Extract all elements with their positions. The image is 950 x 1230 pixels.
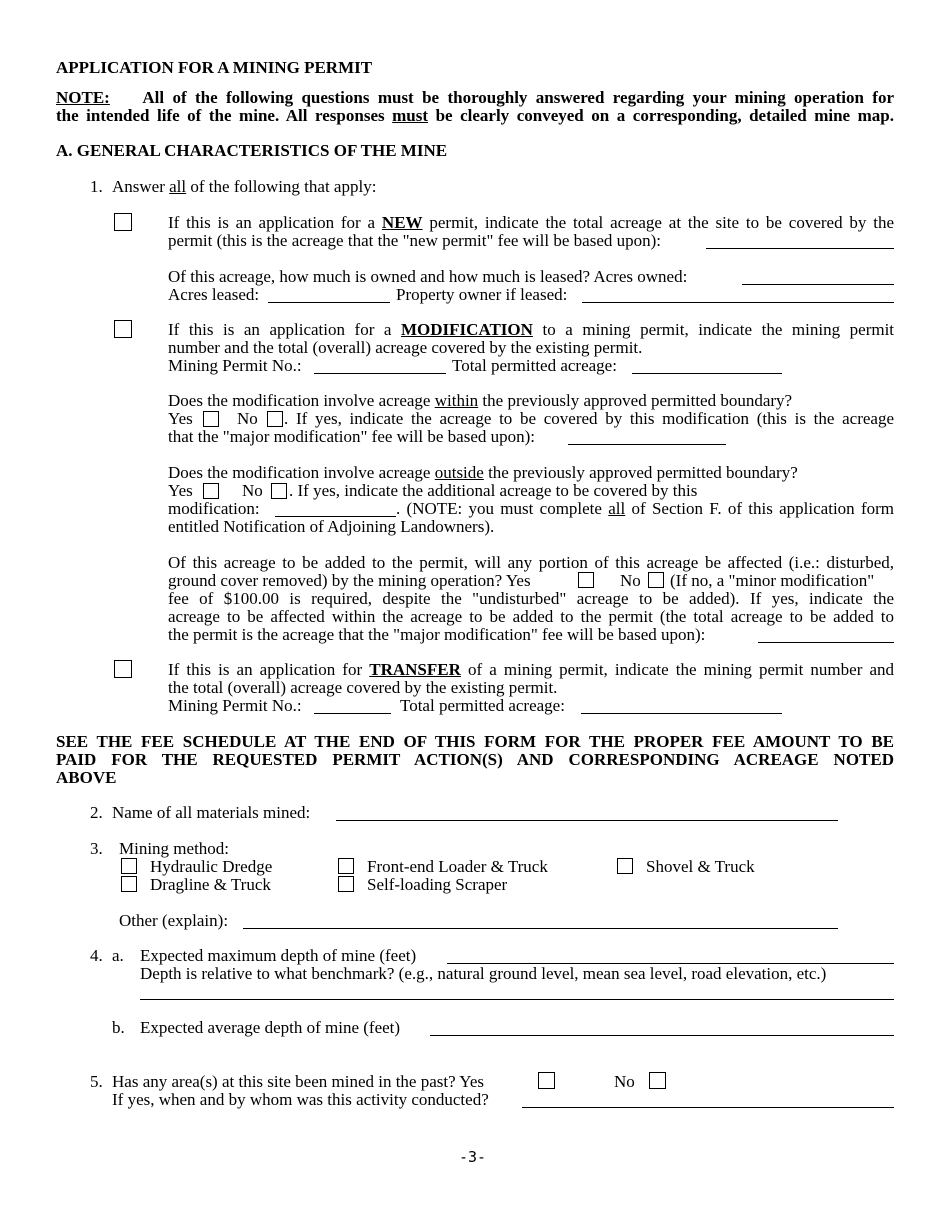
- fee-notice-line-2: PAID FOR THE REQUESTED PERMIT ACTION(S) AND CORRESPONDING ACREAGE NOTED: [56, 750, 894, 769]
- transfer-total-acreage-label: Total permitted acreage:: [400, 696, 565, 715]
- affected-line-1: Of this acreage to be added to the permit, will any portion of this acreage be affected (i.e.: disturbed,: [168, 553, 894, 572]
- property-owner-field[interactable]: [582, 302, 894, 303]
- q1-text-a: Answer: [112, 177, 165, 196]
- affected-acreage-field[interactable]: [758, 642, 894, 643]
- note-text-2b: be clearly conveyed on a corresponding, detailed mine map.: [435, 106, 894, 125]
- outside-text-a: Does the modification involve acreage: [168, 463, 431, 482]
- front-end-loader-label: Front-end Loader & Truck: [367, 857, 548, 876]
- mod-permit-no-label: Mining Permit No.:: [168, 356, 302, 375]
- new-line-3: Of this acreage, how much is owned and how much is leased? Acres owned:: [168, 267, 688, 286]
- mod-line-2: number and the total (overall) acreage covered by the existing permit.: [168, 338, 643, 357]
- outside-line-4: entitled Notification of Adjoining Landowners).: [168, 517, 495, 536]
- modification-checkbox[interactable]: [114, 320, 132, 338]
- within-no-label: No: [237, 409, 258, 428]
- new-acreage-field[interactable]: [706, 248, 894, 249]
- outside-no-label: No: [242, 481, 263, 500]
- q2-number: 2.: [90, 803, 103, 822]
- new-text-1a: If this is an application for a: [168, 213, 376, 232]
- affected-line-5: the permit is the acreage that the "major modification" fee will be based upon):: [168, 625, 706, 644]
- within-line-2: . If yes, indicate the acreage to be covered by this modification (this is the acreage: [284, 409, 894, 428]
- q3-label: Mining method:: [119, 839, 230, 858]
- transfer-total-acreage-field[interactable]: [581, 713, 782, 714]
- outside-all: all: [608, 499, 626, 518]
- front-end-loader-checkbox[interactable]: [338, 858, 354, 874]
- q5-number: 5.: [90, 1072, 103, 1091]
- q4a-label: Expected maximum depth of mine (feet): [140, 946, 417, 965]
- acres-leased-label: Acres leased:: [168, 285, 260, 304]
- outside-text-3b: . (NOTE: you must complete: [396, 499, 602, 518]
- other-explain-field[interactable]: [243, 928, 838, 929]
- q1-all: all: [169, 177, 187, 196]
- new-permit-checkbox[interactable]: [114, 213, 132, 231]
- affected-line-2a: ground cover removed) by the mining operation? Yes: [168, 571, 531, 590]
- outside-line-3: [396, 500, 894, 518]
- affected-no-checkbox[interactable]: [648, 572, 664, 588]
- outside-line-2: . If yes, indicate the additional acreage to be covered by this: [289, 481, 698, 500]
- dragline-truck-label: Dragline & Truck: [150, 875, 271, 894]
- benchmark-field[interactable]: [140, 999, 894, 1000]
- section-a-heading: A. GENERAL CHARACTERISTICS OF THE MINE: [56, 141, 448, 160]
- q1-text: [112, 178, 376, 196]
- new-line-2: permit (this is the acreage that the "new permit" fee will be based upon):: [168, 231, 662, 250]
- property-owner-label: Property owner if leased:: [396, 285, 568, 304]
- dragline-truck-checkbox[interactable]: [121, 876, 137, 892]
- page-title: APPLICATION FOR A MINING PERMIT: [56, 58, 373, 77]
- self-loading-scraper-label: Self-loading Scraper: [367, 875, 508, 894]
- fee-notice-line-3: ABOVE: [56, 768, 117, 787]
- outside-keyword: outside: [434, 463, 484, 482]
- note-must: must: [392, 106, 429, 125]
- within-line-3: that the "major modification" fee will be based upon):: [168, 427, 535, 446]
- mined-past-details-field[interactable]: [522, 1107, 894, 1108]
- shovel-truck-label: Shovel & Truck: [646, 857, 755, 876]
- note-text-1: All of the following questions must be thoroughly answered regarding your mining operation for: [142, 88, 895, 107]
- transfer-keyword: TRANSFER: [369, 660, 461, 679]
- shovel-truck-checkbox[interactable]: [617, 858, 633, 874]
- within-keyword: within: [434, 391, 479, 410]
- outside-text-b: the previously approved permitted boundary?: [488, 463, 798, 482]
- within-acreage-field[interactable]: [568, 444, 726, 445]
- mod-line-1: [168, 321, 894, 339]
- transfer-text-1b: of a mining permit, indicate the mining permit number and: [467, 660, 895, 679]
- new-keyword: NEW: [381, 213, 423, 232]
- hydraulic-dredge-checkbox[interactable]: [121, 858, 137, 874]
- mined-past-no-checkbox[interactable]: [649, 1072, 666, 1089]
- outside-no-checkbox[interactable]: [271, 483, 287, 499]
- materials-mined-field[interactable]: [336, 820, 838, 821]
- mod-text-1b: to a mining permit, indicate the mining permit: [542, 320, 895, 339]
- note-label: NOTE:: [56, 88, 110, 107]
- q4b-letter: b.: [112, 1018, 125, 1037]
- mod-total-acreage-field[interactable]: [632, 373, 782, 374]
- q5-sub-label: If yes, when and by whom was this activity conducted?: [112, 1090, 489, 1109]
- q5-label: Has any area(s) at this site been mined in the past? Yes: [112, 1072, 485, 1091]
- q4a-letter: a.: [112, 946, 124, 965]
- new-line-1: [168, 214, 894, 232]
- outside-yes-checkbox[interactable]: [203, 483, 219, 499]
- self-loading-scraper-checkbox[interactable]: [338, 876, 354, 892]
- average-depth-field[interactable]: [430, 1035, 894, 1036]
- q3-number: 3.: [90, 839, 103, 858]
- within-yes-checkbox[interactable]: [203, 411, 219, 427]
- q2-label: Name of all materials mined:: [112, 803, 311, 822]
- hydraulic-dredge-label: Hydraulic Dredge: [150, 857, 273, 876]
- transfer-permit-no-label: Mining Permit No.:: [168, 696, 302, 715]
- q4a-benchmark-question: Depth is relative to what benchmark? (e.g., natural ground level, mean sea level, road elevation, etc.): [140, 964, 827, 983]
- q1-number: 1.: [90, 177, 103, 196]
- outside-text-3c: of Section F. of this application form: [631, 499, 894, 518]
- page-number: -3-: [459, 1148, 487, 1166]
- q1-text-b: of the following that apply:: [190, 177, 377, 196]
- transfer-checkbox[interactable]: [114, 660, 132, 678]
- mined-past-no-label: No: [614, 1072, 635, 1091]
- within-yes-label: Yes: [168, 409, 193, 428]
- mod-keyword: MODIFICATION: [401, 320, 533, 339]
- acres-owned-field[interactable]: [742, 284, 894, 285]
- mod-text-1a: If this is an application for a: [168, 320, 392, 339]
- within-text-a: Does the modification involve acreage: [168, 391, 431, 410]
- other-explain-label: Other (explain):: [119, 911, 229, 930]
- outside-question: [168, 464, 798, 482]
- outside-modification-label: modification:: [168, 499, 260, 518]
- within-question: [168, 392, 792, 410]
- q4-number: 4.: [90, 946, 103, 965]
- within-no-checkbox[interactable]: [267, 411, 283, 427]
- mod-permit-no-field[interactable]: [314, 373, 446, 374]
- new-text-1b: permit, indicate the total acreage at the site to be covered by the: [429, 213, 895, 232]
- affected-line-4: acreage to be affected within the acreage to be added to the permit (the total acreage to be added to: [168, 607, 894, 626]
- outside-yes-label: Yes: [168, 481, 193, 500]
- transfer-permit-no-field[interactable]: [314, 713, 391, 714]
- note-text-2a: the intended life of the mine. All responses: [56, 106, 385, 125]
- note-line-1: [56, 89, 894, 107]
- mined-past-yes-checkbox[interactable]: [538, 1072, 555, 1089]
- transfer-text-1a: If this is an application for: [168, 660, 363, 679]
- mod-total-acreage-label: Total permitted acreage:: [452, 356, 617, 375]
- affected-no-label: No: [620, 571, 641, 590]
- within-text-b: the previously approved permitted boundary?: [482, 391, 793, 410]
- affected-line-2b: (If no, a "minor modification": [670, 571, 875, 590]
- affected-line-3: fee of $100.00 is required, despite the "undisturbed" acreage to be added). If yes, indicate the: [168, 589, 894, 608]
- note-line-2: [56, 107, 894, 125]
- fee-notice-line-1: SEE THE FEE SCHEDULE AT THE END OF THIS FORM FOR THE PROPER FEE AMOUNT TO BE: [56, 732, 894, 751]
- q4b-label: Expected average depth of mine (feet): [140, 1018, 401, 1037]
- affected-yes-checkbox[interactable]: [578, 572, 594, 588]
- transfer-line-2: the total (overall) acreage covered by the existing permit.: [168, 678, 558, 697]
- acres-leased-field[interactable]: [268, 302, 390, 303]
- transfer-line-1: [168, 661, 894, 679]
